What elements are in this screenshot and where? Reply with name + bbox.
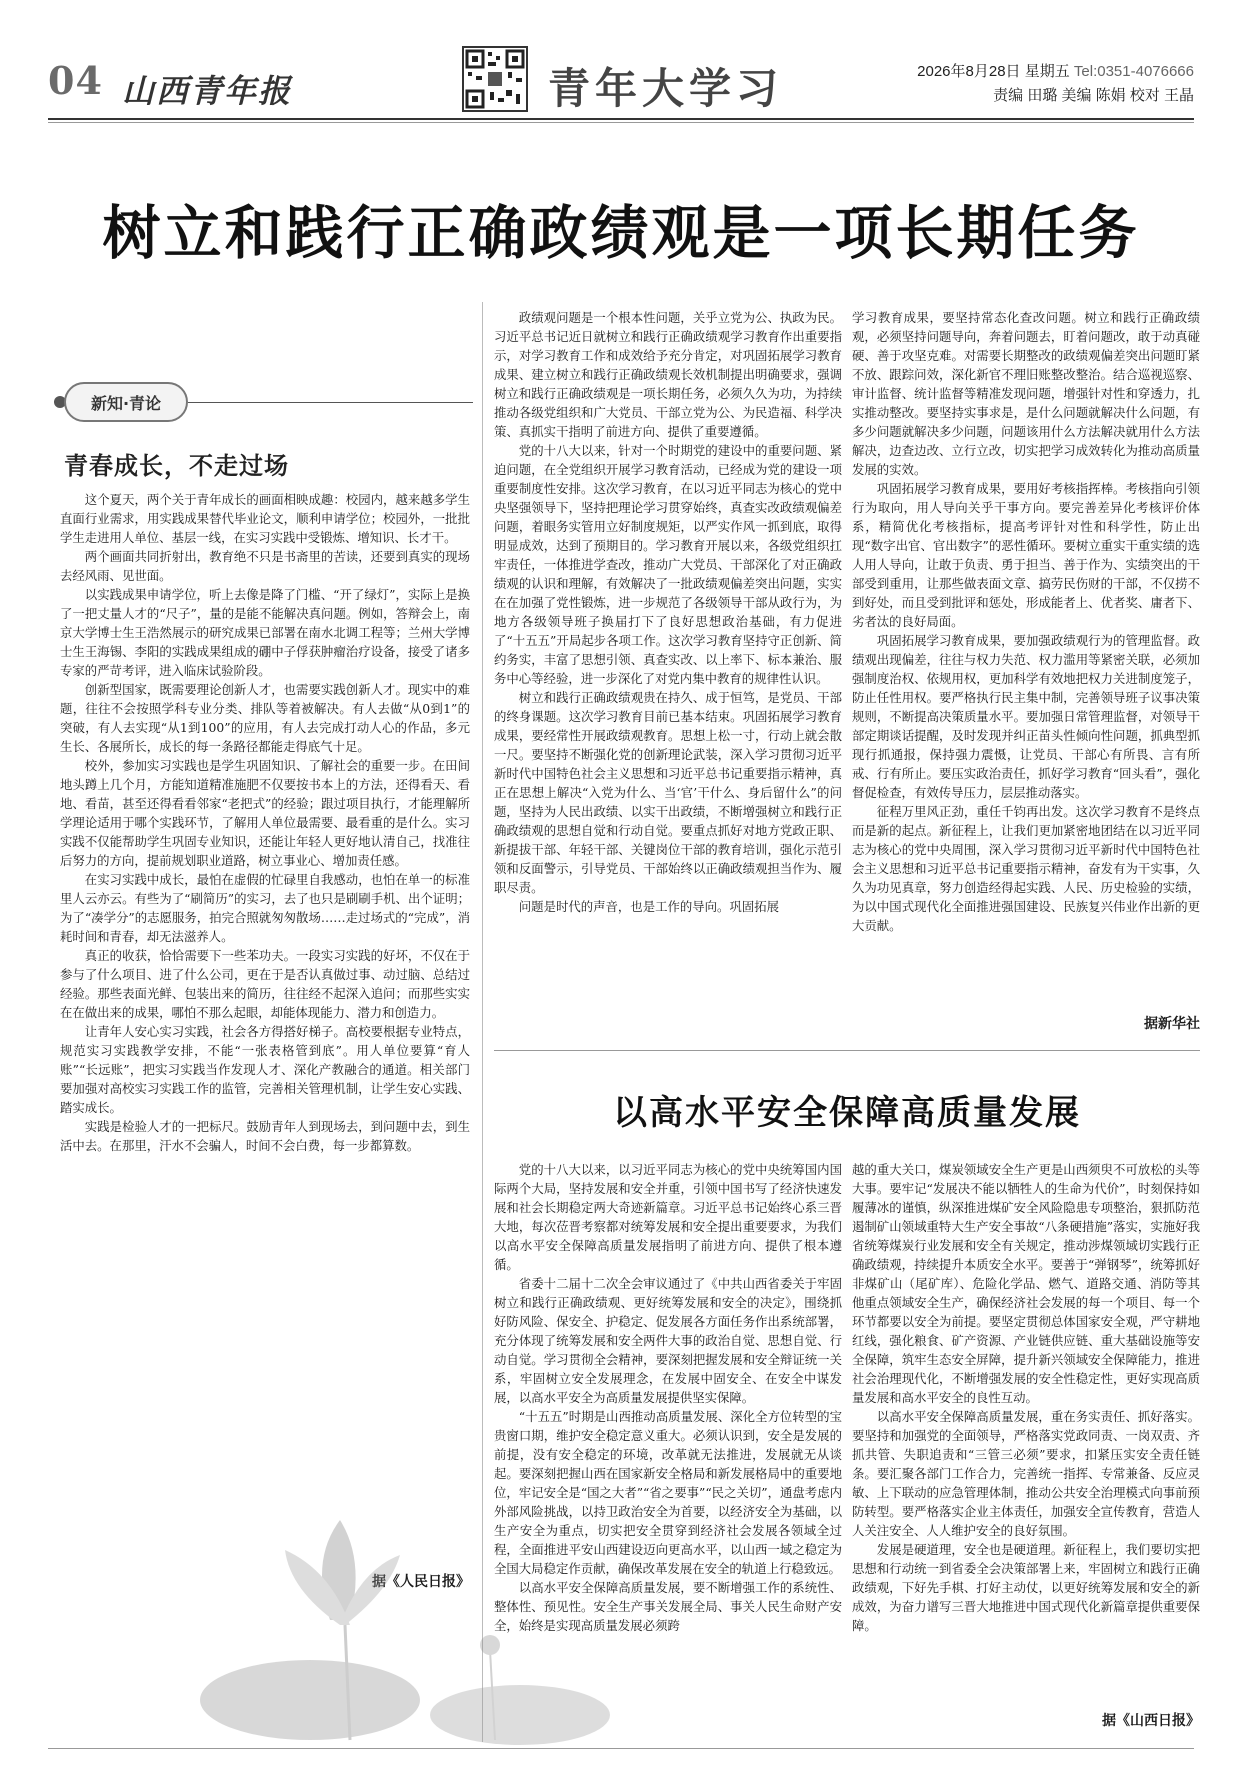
paragraph: “十五五”时期是山西推动高质量发展、深化全方位转型的宝贵窗口期，维护安全稳定意义重大。必须认识到，安全是发展的前提，没有安全稳定的环境，改革就无法推进，发展就无从谈起。要深刻把握山西在国家新安全格局和新发展格局中的重要地位，牢记安全是“国之大者”“省之要事”“民之关切”，通盘考虑内外部风险挑战，以持卫政治安全为首要，以经济安全为基础，以生产安全为重点，切实把安全贯穿到经济社会发展各领域全过程，全面推进平安山西建设迈向更高水平，以山西一域之稳定为全国大局稳定作贡献，确保改革发展在安全的轨道上行稳致远。	[494, 1409, 842, 1576]
paragraph: 创新型国家，既需要理论创新人才，也需要实践创新人才。现实中的难题，往往不会按照学科专业分类、排队等着被解决。有人去做“从0到1”的突破，有人去实现“从1到100”的应用，有人去完成打动人心的作品，多元生长、各展所长，成长的每一条路径都能走得底气十足。	[60, 682, 470, 754]
paragraph: 学习教育成果，要坚持常态化查改问题。树立和践行正确政绩观，必须坚持问题导向，奔着问题去，盯着问题改，敢于动真碰硬、善于攻坚克难。对需要长期整改的政绩观偏差突出问题盯紧不放、跟踪问效，深化新官不理旧账整改整治。结合巡视巡察、审计监督、统计监督等精准发现问题，增强针对性和穿透力，扎实推动整改。要坚持实事求是，是什么问题就解决什么问题，有多少问题就解决多少问题，问题该用什么方法解决就用什么方法解决，边查边改、立行立改，切实把学习成效转化为推动高质量发展的实效。	[852, 310, 1200, 477]
paragraph: 两个画面共同折射出，教育绝不只是书斋里的苦读，还要到真实的现场去经风雨、见世面。	[60, 549, 470, 583]
main-headline: 树立和践行正确政绩观是一项长期任务	[102, 199, 1140, 267]
paragraph: 以高水平安全保障高质量发展，要不断增强工作的系统性、整体性、预见性。安全生产事关发展全局、事关人民生命财产安全，始终是实现高质量发展必须跨	[494, 1580, 842, 1633]
paragraph: 校外，参加实习实践也是学生巩固知识、了解社会的重要一步。在田间地头蹲上几个月，方能知道精准施肥不仅要按书本上的方法，还得看天、看地、看苗，甚至还得看看邻家“老把式”的经验；跟过项目执行，才能理解所学理论适用于哪个实践环节，了解用人单位最需要、最看重的是什么。实习实践不仅能帮助学生巩固专业知识，还能让年轻人更好地认清自己，找准往后努力的方向，提前规划职业道路，树立事业心、增加责任感。	[60, 758, 470, 868]
qr-code-icon	[462, 46, 528, 112]
article1-column-1	[494, 308, 842, 1048]
paragraph: 问题是时代的声音，也是工作的导向。巩固拓展	[518, 899, 779, 914]
paragraph: 以高水平安全保障高质量发展，重在务实责任、抓好落实。要坚持和加强党的全面领导，严格落实党政同责、一岗双责、齐抓共管、失职追责和“三管三必须”要求，扣紧压实安全责任链条。要汇聚各部门工作合力，完善统一指挥、专常兼备、反应灵敏、上下联动的应急管理体制，推动公共安全治理模式向事前预防转型。要严格落实企业主体责任，加强安全宣传教育，营造人人关注安全、人人维护安全的良好氛围。	[852, 1409, 1200, 1538]
paragraph: 这个夏天，两个关于青年成长的画面相映成趣：校园内，越来越多学生直面行业需求，用实践成果替代毕业论文，顺利申请学位；校园外，一批批学生走进用人单位、基层一线，在实习实践中受锻炼、增知识、长才干。	[60, 492, 470, 545]
editor-credits: 责编 田璐 美编 陈娟 校对 王晶	[993, 87, 1194, 104]
article2-headline: 以高水平安全保障高质量发展	[613, 1093, 1081, 1133]
paragraph: 征程万里风正劲，重任千钧再出发。这次学习教育不是终点而是新的起点。新征程上，让我们更加紧密地团结在以习近平同志为核心的党中央周围，深入学习贯彻习近平新时代中国特色社会主义思想和习近平总书记重要指示精神，奋发有为干实事，久久为功见真章，努力创造经得起实践、人民、历史检验的实绩，为以中国式现代化全面推进强国建设、民族复兴伟业作出新的更大贡献。	[852, 804, 1200, 933]
bottom-rule	[48, 1748, 1194, 1749]
phone-number: Tel:0351-4076666	[1073, 63, 1194, 80]
article2-column-1	[494, 1160, 842, 1735]
paragraph: 树立和践行正确政绩观贵在持久、成于恒笃，是党员、干部的终身课题。这次学习教育目前已基本结束。巩固拓展学习教育成果，要经常性开展政绩观教育。思想上松一寸，行动上就会散一尺。要坚持不断强化党的创新理论武装，深入学习贯彻习近平新时代中国特色社会主义思想和习近平总书记重要指示精神，真正在思想上解决“入党为什么、当‘官’干什么、身后留什么”的问题，坚持为人民出政绩、以实干出政绩，不断增强树立和践行正确政绩观的思想自觉和行动自觉。要重点抓好对地方党政正职、新提拔干部、年轻干部、关键岗位干部的教育培训，强化示范引领和反面警示，引导党员、干部始终以正确政绩观担当作为、履职尽责。	[494, 690, 842, 895]
article-separator	[494, 1050, 1200, 1051]
issue-date: 2026年8月28日 星期五	[917, 63, 1070, 80]
date-line	[917, 60, 1194, 81]
left-article-source: 据《人民日报》	[372, 1574, 470, 1590]
column-divider	[482, 302, 483, 1742]
left-article-body	[60, 490, 470, 1550]
section-title: 青年大学习	[548, 64, 784, 113]
paragraph: 在实习实践中成长，最怕在虚假的忙碌里自我感动，也怕在单一的标准里人云亦云。有些为了“刷简历”的实习，去了也只是刷刷手机、出个证明；为了“凑学分”的志愿服务，拍完合照就匆匆散场……走过场式的“完成”，消耗时间和青春，却无法滋养人。	[60, 872, 470, 944]
paragraph: 巩固拓展学习教育成果，要用好考核指挥棒。考核指向引领行为取向，用人导向关乎干事方向。要完善差异化考核评价体系，精简优化考核指标，提高考评针对性和科学性，防止出现“数字出官、官出数字”的恶性循环。要树立重实干重实绩的选人用人导向，让敢于负责、勇于担当、善于作为、实绩突出的干部受到重用，让那些做表面文章、搞劳民伤财的干部，不仅捞不到好处，而且受到批评和惩处，形成能者上、优者奖、庸者下、劣者汰的良好局面。	[852, 481, 1200, 629]
column-tag: 新知·青论	[64, 382, 188, 422]
masthead-rule-thin	[48, 122, 1194, 123]
article1-source: 据新华社	[1144, 1016, 1200, 1032]
page-number: 04	[48, 58, 103, 103]
tag-rule	[188, 402, 473, 403]
article2-source: 据《山西日报》	[1102, 1713, 1200, 1729]
article2-column-2	[852, 1160, 1200, 1700]
article1-column-2	[852, 308, 1200, 998]
paragraph: 党的十八大以来，针对一个时期党的建设中的重要问题、紧迫问题，在全党组织开展学习教育活动，已经成为党的建设一项重要制度性安排。这次学习教育，在以习近平同志为核心的党中央坚强领导下，坚持把理论学习贯穿始终，真查实改政绩观偏差问题，着眼务实管用立好制度规矩，以严实作风一抓到底，取得明显成效，达到了预期目的。学习教育开展以来，各级党组织扛牢责任，一体推进学查改，推动广大党员、干部深化了对正确政绩观的认识和理解，有效解决了一批政绩观偏差突出问题，实实在在加强了党性锻炼，进一步规范了各级领导干部从政行为，为地方各级领导班子换届打下了良好思想政治基础，有力促进了“十五五”开局起步各项工作。这次学习教育坚持守正创新、简约务实，丰富了思想引领、真查实改、以上率下、标本兼治、服务中心等经验，进一步深化了对党内集中教育的规律性认识。	[494, 443, 842, 686]
paragraph: 巩固拓展学习教育成果，要加强政绩观行为的管理监督。政绩观出现偏差，往往与权力失范、权力滥用等紧密关联，必须加强制度治权、依规用权，更加科学有效地把权力关进制度笼子，防止任性用权。要严格执行民主集中制，完善领导班子议事决策规则，不断提高决策质量水平。要加强日常管理监督，对领导干部定期谈话提醒，及时发现并纠正苗头性倾向性问题，抓典型抓现行抓通报，保持强力震慑，让党员、干部心有所畏、言有所戒、行有所止。要压实政治责任，抓好学习教育“回头看”，强化督促检查，有效传导压力，层层推动落实。	[852, 633, 1200, 800]
paragraph: 让青年人安心实习实践，社会各方得搭好梯子。高校要根据专业特点，规范实习实践教学安排，不能“一张表格管到底”。用人单位要算“育人账”“长远账”，把实习实践当作发现人才、深化产教融合的通道。相关部门要加强对高校实习实践工作的监管，完善相关管理机制，让学生安心实践、踏实成长。	[60, 1024, 470, 1115]
paragraph: 政绩观问题是一个根本性问题，关乎立党为公、执政为民。习近平总书记近日就树立和践行正确政绩观学习教育作出重要指示，对学习教育工作和成效给予充分肯定，对巩固拓展学习教育成果、建立树立和践行正确政绩观长效机制提出明确要求，强调树立和践行正确政绩观是一项长期任务，必须久久为功，为持续推动各级党组织和广大党员、干部立党为公、为民造福、科学决策、真抓实干指明了前进方向、提供了重要遵循。	[494, 310, 842, 439]
paragraph: 真正的收获，恰恰需要下一些苯功夫。一段实习实践的好坏，不仅在于参与了什么项目、进了什么公司，更在于是否认真做过事、动过脑、总结过经验。那些表面光鲜、包装出来的简历，往往经不起深入追问；而那些实实在在做出来的成果，哪怕不那么起眼，却能体现能力、潜力和创造力。	[60, 948, 470, 1020]
paragraph: 实践是检验人才的一把标尺。鼓励青年人到现场去，到问题中去，到生活中去。在那里，汗水不会骗人，时间不会白费，每一步都算数。	[60, 1119, 470, 1153]
paragraph: 以实践成果申请学位，听上去像是降了门槛、“开了绿灯”，实际上是换了一把丈量人才的“尺子”，量的是能不能解决真问题。例如，答辩会上，南京大学博士生王浩然展示的研究成果已部署在南水北调工程等；兰州大学博士生王海锡、李阳的实践成果组成的硼中子俘获肿瘤治疗设备，接受了诸多专家的严苛考评，进入临床试验阶段。	[60, 587, 470, 678]
paragraph: 党的十八大以来，以习近平同志为核心的党中央统筹国内国际两个大局，坚持发展和安全并重，引领中国书写了经济快速发展和社会长期稳定两大奇迹新篇章。习近平总书记始终心系三晋大地，每次莅晋考察都对统筹发展和安全提出重要要求，为我们以高水平安全保障高质量发展指明了前进方向、提供了根本遵循。	[494, 1162, 842, 1272]
paper-name-logo: 山西青年报	[122, 72, 293, 110]
left-article-title: 青春成长，不走过场	[64, 452, 289, 480]
masthead-rule	[48, 118, 1194, 120]
paragraph: 发展是硬道理，安全也是硬道理。新征程上，我们要切实把思想和行动统一到省委全会决策部署上来，牢固树立和践行正确政绩观，下好先手棋、打好主动仗，以更好统筹发展和安全的新成效，为奋力谱写三晋大地推进中国式现代化新篇章提供重要保障。	[852, 1542, 1200, 1633]
paragraph: 省委十二届十二次全会审议通过了《中共山西省委关于牢固树立和践行正确政绩观、更好统筹发展和安全的决定》，围绕抓好防风险、保安全、护稳定、促发展各方面任务作出系统部署，充分体现了统筹发展和安全两件大事的政治自觉、思想自觉、行动自觉。学习贯彻全会精神，要深刻把握发展和安全辩证统一关系，牢固树立安全发展理念，在发展中固安全、在安全中谋发展，以高水平安全为高质量发展提供坚实保障。	[494, 1276, 842, 1405]
paragraph: 越的重大关口，煤炭领域安全生产更是山西须臾不可放松的头等大事。要牢记“发展决不能以牺牲人的生命为代价”，时刻保持如履薄冰的谨慎，纵深推进煤矿安全风险隐患专项整治，狠抓防范遏制矿山领域重特大生产安全事故“八条硬措施”落实，实施好我省统筹煤炭行业发展和安全有关规定，推动涉煤领域切实践行正确政绩观，持续提升本质安全水平。要善于“弹钢琴”，统筹抓好非煤矿山（尾矿库）、危险化学品、燃气、道路交通、消防等其他重点领域安全生产，确保经济社会发展的每一个项目、每一个环节都要以安全为前提。要坚定贯彻总体国家安全观，严守耕地红线，强化粮食、矿产资源、产业链供应链、重大基础设施等安全保障，筑牢生态安全屏障，提升新兴领域安全保障能力，推进社会治理现代化，不断增强发展的安全性稳定性，更好实现高质量发展和高水平安全的良性互动。	[852, 1162, 1200, 1405]
